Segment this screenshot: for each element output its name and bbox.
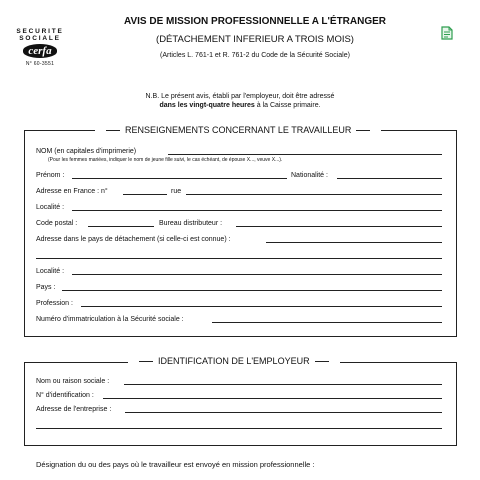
adresse-detachement-label: Adresse dans le pays de détachement (si celle-ci est connue) : [36,236,231,243]
notice-line2 [80,101,400,110]
identification-label: N° d'identification : [36,392,94,399]
rue-label: rue [171,188,182,195]
notice-rest: à la Caisse primaire. [254,102,321,109]
employer-section [24,362,457,446]
bureau-field[interactable] [236,226,442,227]
bureau-label: Bureau distributeur : [159,220,223,227]
profession-label: Profession : [36,300,73,307]
prenom-field[interactable] [72,178,287,179]
adresse-detachement-field[interactable] [266,242,442,243]
adresse-detachement-line2[interactable] [36,258,442,259]
prenom-label: Prénom : [36,172,65,179]
cerfa-brand: cerfa [23,44,57,58]
logo-line2: SOCIALE [19,35,61,42]
nom-hint: (Pour les femmes mariées, indiquer le nom de jeune fille suivi, le cas échéant, de épouse X..., veuve X...). [48,157,283,163]
nom-field[interactable] [168,154,442,155]
adresse-entreprise-field[interactable] [125,412,442,413]
raison-sociale-label: Nom ou raison sociale : [36,378,110,385]
raison-sociale-field[interactable] [124,384,442,385]
form-number: N° 60-3551 [25,61,55,67]
adresse-numero-field[interactable] [123,194,167,195]
document-icon[interactable] [441,26,453,40]
pays-label: Pays : [36,284,56,291]
form-title: AVIS DE MISSION PROFESSIONNELLE A L'ÉTRANGER [123,16,387,27]
worker-section-title [95,125,381,136]
employer-title-text: IDENTIFICATION DE L'EMPLOYEUR [158,356,310,366]
identification-field[interactable] [103,398,442,399]
code-postal-field[interactable] [88,226,154,227]
localite-label: Localité : [36,204,65,211]
rue-field[interactable] [186,194,442,195]
logo-line1: SECURITE [16,28,64,35]
localite2-field[interactable] [72,274,442,275]
profession-field[interactable] [81,306,442,307]
form-articles: (Articles L. 761-1 et R. 761-2 du Code de la Sécurité Sociale) [160,52,350,59]
code-postal-label: Code postal : [36,220,78,227]
cerfa-logo [10,28,70,67]
immatriculation-field[interactable] [212,322,442,323]
pays-field[interactable] [62,290,442,291]
form-subtitle: (DÉTACHEMENT INFERIEUR A TROIS MOIS) [156,34,354,45]
notice-bold: dans les vingt-quatre heures [159,102,255,109]
designation-pays-label: Désignation du ou des pays où le travailleur est envoyé en mission professionnelle : [36,460,315,469]
worker-title-text: RENSEIGNEMENTS CONCERNANT LE TRAVAILLEUR [125,125,352,135]
localite2-label: Localité : [36,268,65,275]
nationalite-field[interactable] [337,178,442,179]
adresse-label: Adresse en France : n° [36,188,108,195]
notice-line1: N.B. Le présent avis, établi par l'employeur, doit être adressé [145,93,335,100]
nom-label: NOM (en capitales d'imprimerie) [36,148,137,155]
adresse-entreprise-line2[interactable] [36,428,442,429]
immatriculation-label: Numéro d'immatriculation à la Sécurité sociale : [36,316,184,323]
employer-section-title [128,356,340,367]
localite-field[interactable] [72,210,442,211]
adresse-entreprise-label: Adresse de l'entreprise : [36,406,112,413]
nationalite-label: Nationalité : [291,172,328,179]
